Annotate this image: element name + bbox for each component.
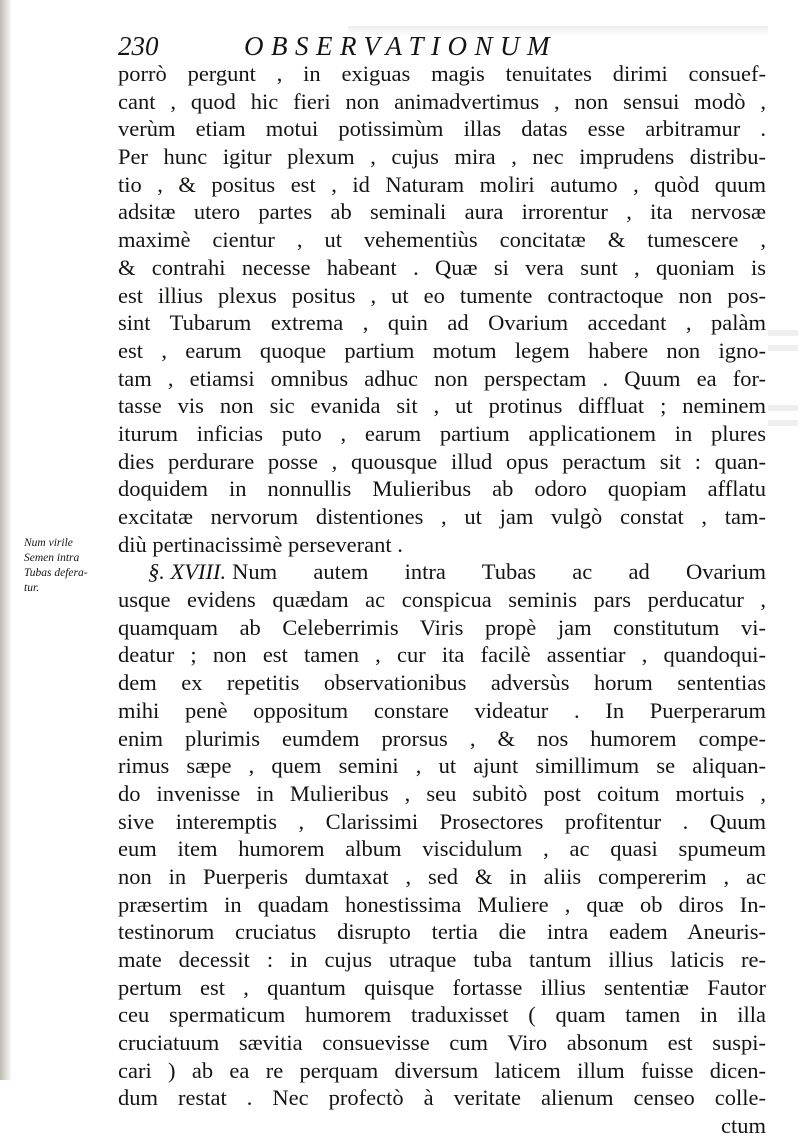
show-through-ghost	[768, 330, 798, 336]
section-heading-line	[118, 558, 766, 586]
running-title: OBSERVATIONUM	[244, 31, 557, 61]
marginal-note	[24, 536, 124, 596]
body-text	[118, 60, 766, 1140]
text-line: verùm etiam motui potissimùm illas datas esse arbitramur .	[118, 116, 766, 142]
text-line: dum restat . Nec profectò à veritate alienum censeo colle-	[118, 1085, 766, 1111]
text-line: ceu spermaticum humorem traduxisset ( quam tamen in illa	[118, 1002, 766, 1028]
text-line: mate decessit : in cujus utraque tuba tantum illius laticis re-	[118, 947, 766, 972]
show-through-ghost	[768, 405, 798, 411]
marginal-note-line: Semen intra	[24, 552, 80, 564]
marginal-note-line: tur.	[24, 582, 40, 594]
paragraph	[118, 558, 766, 1139]
marginal-note-line: Num virile	[24, 537, 73, 549]
text-line: testinorum cruciatus disrupto tertia die intra eadem Aneuris-	[118, 919, 766, 945]
text-line: Num autem intra Tubas ac ad Ovarium	[232, 559, 766, 585]
catchword: ctum	[721, 1113, 766, 1139]
text-line: doquidem in nonnullis Mulieribus ab odoro quopiam afflatu	[118, 476, 766, 502]
text-line: rimus sæpe , quem semini , ut ajunt simillimum se aliquan-	[118, 753, 766, 779]
show-through-ghost	[768, 420, 798, 426]
show-through-ghost	[768, 345, 798, 351]
text-line: quamquam ab Celeberrimis Viris propè jam constitutum vi-	[118, 614, 766, 640]
text-line: porrò pergunt , in exiguas magis tenuitates dirimi consuef-	[118, 61, 766, 86]
text-line: pertum est , quantum quisque fortasse illius sententiæ Fautor	[118, 974, 766, 1000]
text-line: maximè cientur , ut vehementiùs concitatæ & tumescere ,	[118, 227, 766, 253]
text-line: excitatæ nervorum distentiones , ut jam vulgò constat , tam-	[118, 504, 766, 529]
text-line: eum item humorem album viscidulum , ac quasi spumeum	[118, 836, 766, 862]
section-mark: §. XVIII.	[148, 559, 227, 585]
text-line: tasse vis non sic evanida sit , ut protinus diffluat ; neminem	[118, 393, 766, 419]
text-line: enim plurimis eumdem prorsus , & nos humorem compe-	[118, 725, 766, 751]
text-line: non in Puerperis dumtaxat , sed & in aliis compererim , ac	[118, 863, 766, 889]
page-number: 230	[118, 31, 159, 61]
text-line: est illius plexus positus , ut eo tumente contractoque non pos-	[118, 282, 766, 308]
text-line: do invenisse in Mulieribus , seu subitò post coitum mortuis ,	[118, 780, 766, 806]
text-line: mihi penè oppositum constare videatur . In Puerperarum	[118, 697, 766, 723]
text-line: sint Tubarum extrema , quin ad Ovarium accedant , palàm	[118, 310, 766, 336]
paragraph	[118, 60, 766, 558]
text-line: sive interemptis , Clarissimi Prosectores profitentur . Quum	[118, 808, 766, 834]
text-line: cant , quod hic fieri non animadvertimus , non sensui modò ,	[118, 88, 766, 114]
text-line: dies perdurare posse , quousque illud opus peractum sit : quan-	[118, 448, 766, 474]
text-line: diù pertinacissimè perseverant .	[118, 531, 403, 557]
text-line: Per hunc igitur plexum , cujus mira , nec imprudens distribu-	[118, 144, 766, 170]
text-line: dem ex repetitis observationibus adversùs horum sententias	[118, 670, 766, 696]
text-line: cruciatuum sævitia consuevisse cum Viro absonum est suspi-	[118, 1030, 766, 1056]
text-line: deatur ; non est tamen , cur ita facilè assentiar , quandoqui-	[118, 642, 766, 668]
text-line: iturum inficias puto , earum partium applicationem in plures	[118, 420, 766, 446]
text-line: tio , & positus est , id Naturam moliri autumo , quòd quum	[118, 171, 766, 197]
text-line: usque evidens quædam ac conspicua seminis pars perducatur ,	[118, 587, 766, 613]
text-line: cari ) ab ea re perquam diversum laticem illum fuisse dicen-	[118, 1057, 766, 1083]
marginal-note-line: Tubas defera-	[24, 567, 88, 579]
text-line: est , earum quoque partium motum legem habere non igno-	[118, 337, 766, 363]
page-gutter-shadow	[0, 0, 12, 1080]
text-line: & contrahi necesse habeant . Quæ si vera sunt , quoniam is	[118, 254, 766, 280]
text-line: tam , etiamsi omnibus adhuc non perspectam . Quum ea for-	[118, 365, 766, 391]
text-line: præsertim in quadam honestissima Muliere , quæ ob diros In-	[118, 891, 766, 917]
text-line: adsitæ utero partes ab seminali aura irrorentur , ita nervosæ	[118, 199, 766, 225]
